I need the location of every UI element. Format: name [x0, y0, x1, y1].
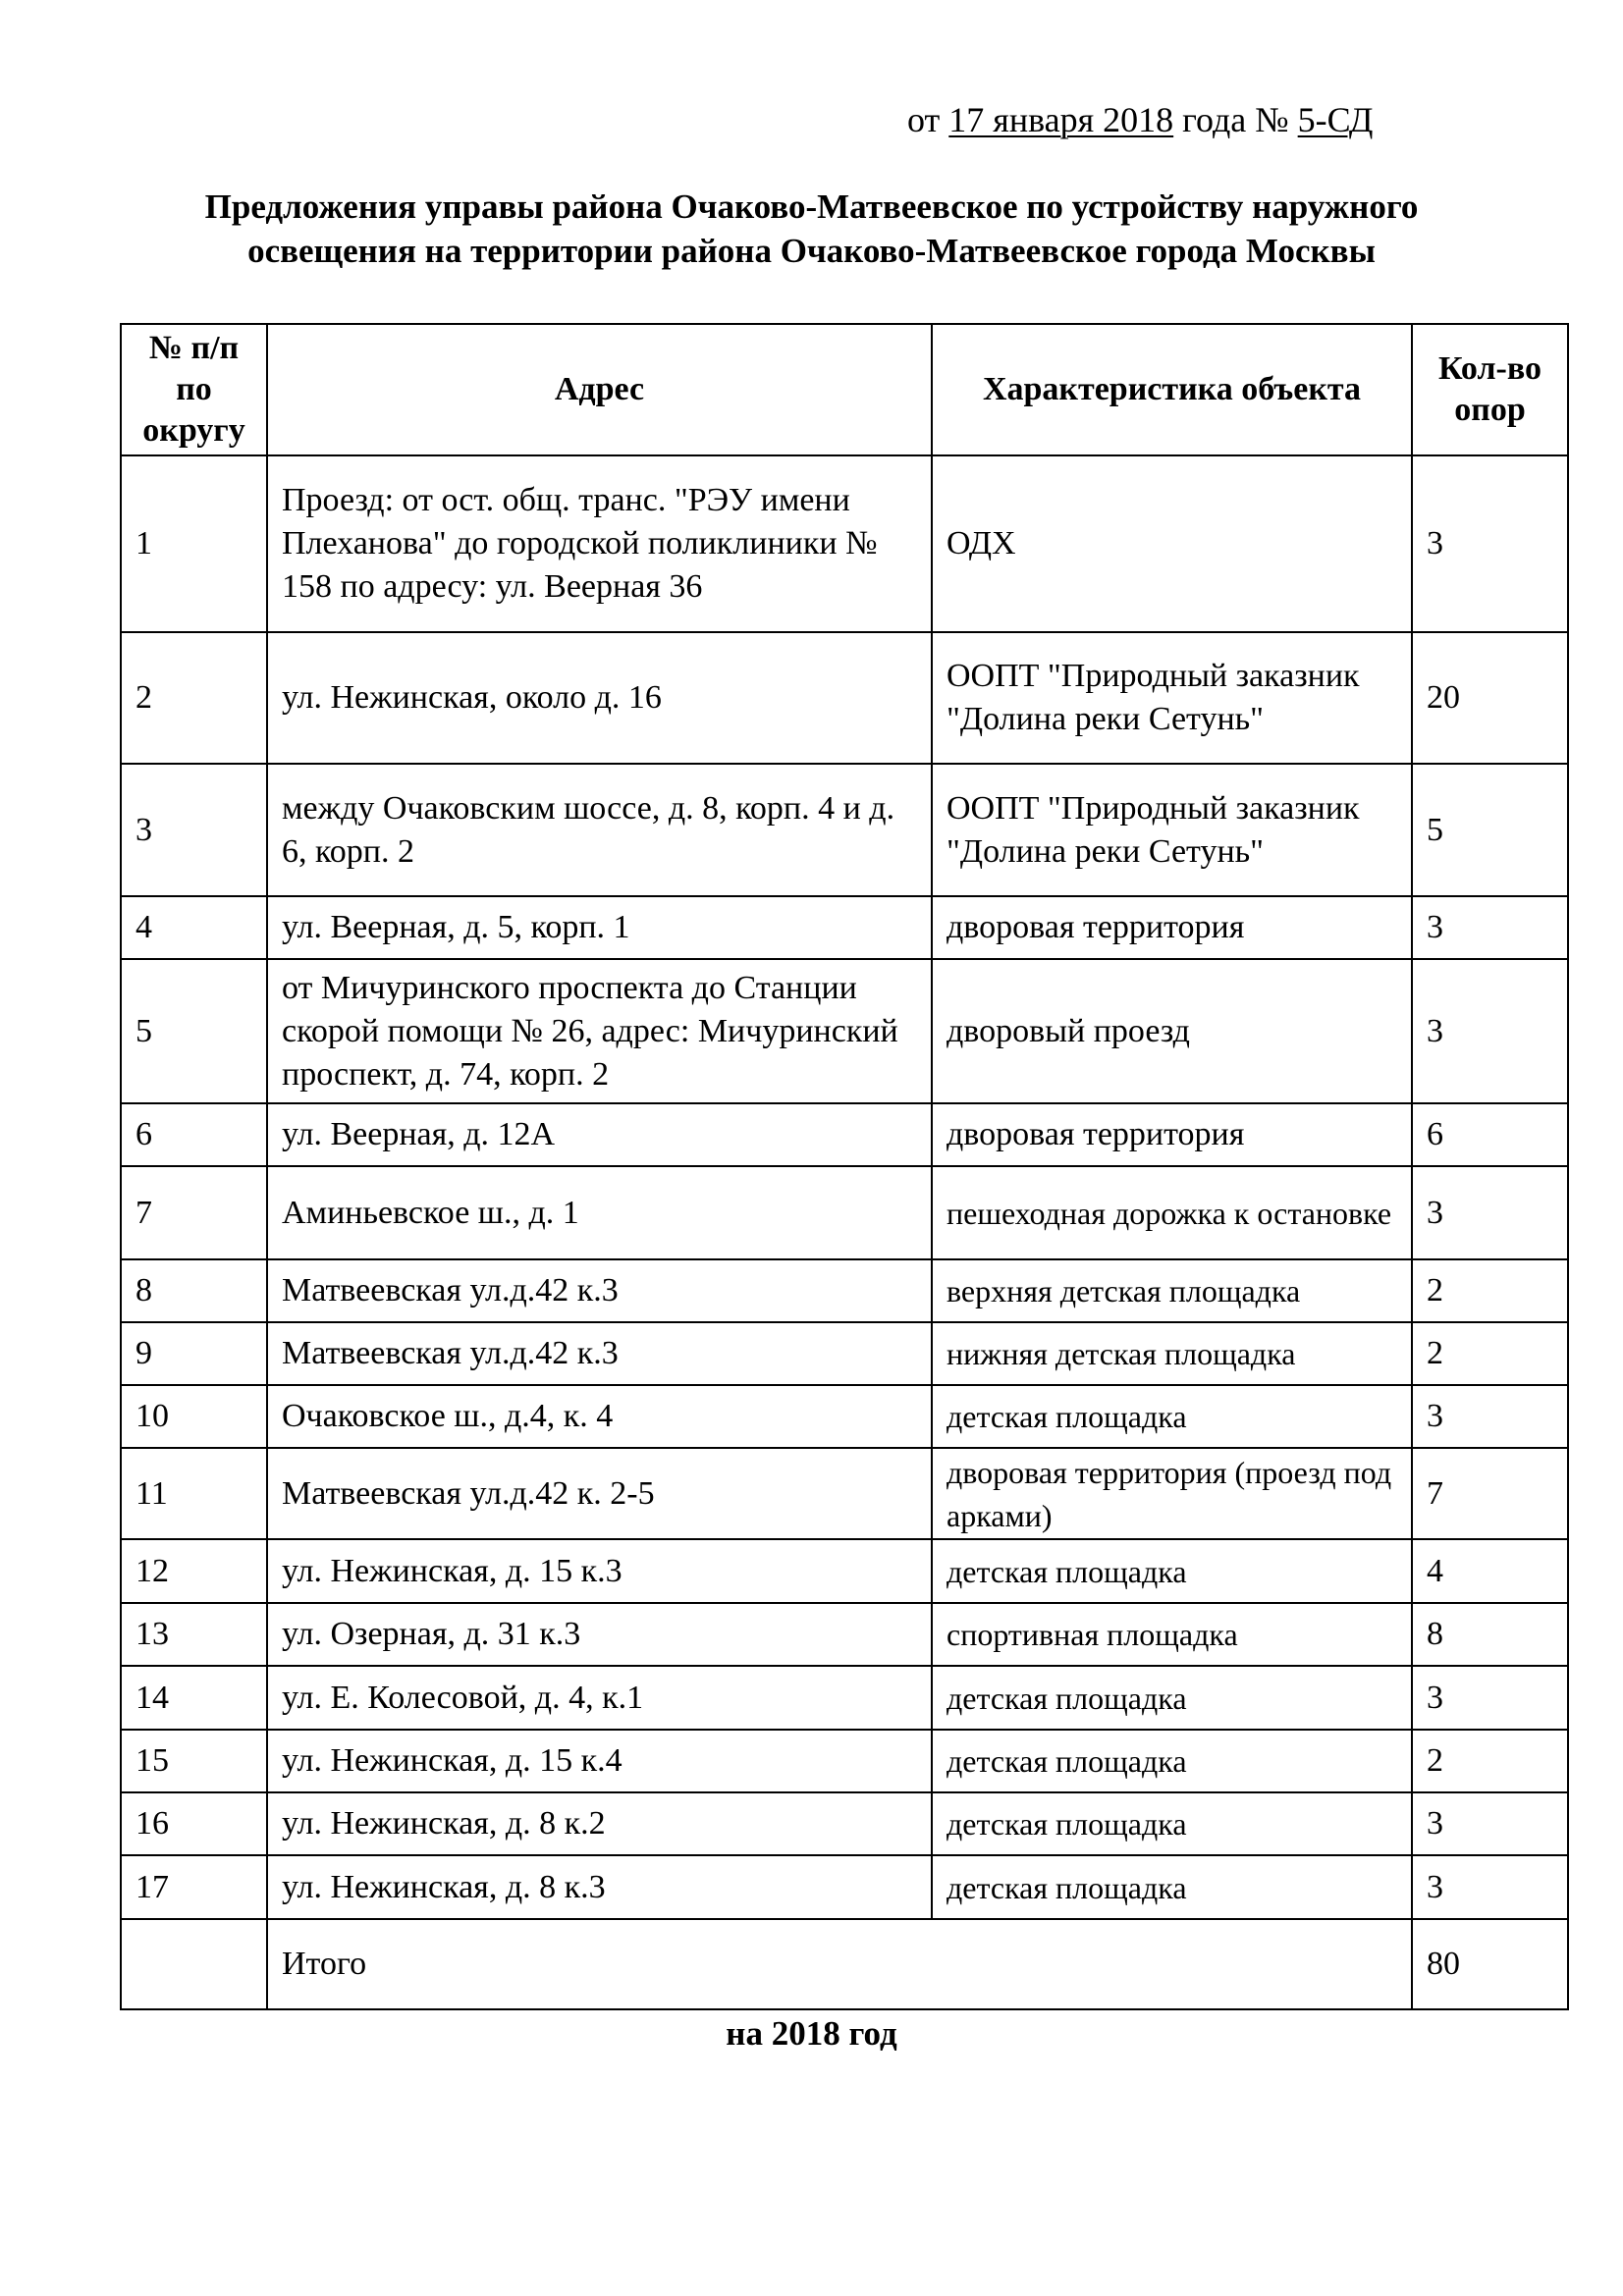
row-characteristic: детская площадка	[932, 1855, 1412, 1919]
row-characteristic: детская площадка	[932, 1792, 1412, 1855]
table-header-row	[121, 324, 1568, 455]
row-quantity: 3	[1412, 1166, 1568, 1259]
row-number: 2	[121, 632, 267, 764]
header-prefix: от	[907, 100, 941, 139]
decision-number: 5-СД	[1297, 100, 1374, 139]
row-number: 8	[121, 1259, 267, 1322]
table-row	[121, 896, 1568, 959]
header-quantity: Кол-во опор	[1412, 324, 1568, 455]
row-quantity: 3	[1412, 455, 1568, 632]
row-number: 13	[121, 1603, 267, 1666]
row-address: ул. Озерная, д. 31 к.3	[267, 1603, 932, 1666]
row-number: 9	[121, 1322, 267, 1385]
row-characteristic: детская площадка	[932, 1730, 1412, 1792]
total-row	[121, 1919, 1568, 2009]
row-address: ул. Нежинская, д. 8 к.3	[267, 1855, 932, 1919]
row-characteristic: ОДХ	[932, 455, 1412, 632]
row-address: Очаковское ш., д.4, к. 4	[267, 1385, 932, 1448]
table-row	[121, 1259, 1568, 1322]
row-number: 1	[121, 455, 267, 632]
row-address: между Очаковским шоссе, д. 8, корп. 4 и д. 6, корп. 2	[267, 764, 932, 896]
row-address: ул. Нежинская, около д. 16	[267, 632, 932, 764]
row-quantity: 2	[1412, 1259, 1568, 1322]
row-characteristic: нижняя детская площадка	[932, 1322, 1412, 1385]
footer-year: на 2018 год	[726, 2014, 897, 2053]
total-value: 80	[1412, 1919, 1568, 2009]
row-address: Матвеевская ул.д.42 к.3	[267, 1259, 932, 1322]
row-address: Проезд: от ост. общ. транс. "РЭУ имени Плеханова" до городской поликлиники № 158 по адресу: ул. Веерная 36	[267, 455, 932, 632]
row-quantity: 4	[1412, 1539, 1568, 1603]
row-quantity: 2	[1412, 1322, 1568, 1385]
row-quantity: 7	[1412, 1448, 1568, 1539]
row-characteristic: дворовая территория	[932, 896, 1412, 959]
lighting-proposals-table	[120, 323, 1569, 2010]
row-address: ул. Нежинская, д. 8 к.2	[267, 1792, 932, 1855]
table-row	[121, 959, 1568, 1103]
total-number-cell	[121, 1919, 267, 2009]
row-address: ул. Веерная, д. 5, корп. 1	[267, 896, 932, 959]
row-characteristic: дворовая территория	[932, 1103, 1412, 1166]
row-address: ул. Е. Колесовой, д. 4, к.1	[267, 1666, 932, 1730]
row-characteristic: ООПТ "Природный заказник "Долина реки Сетунь"	[932, 764, 1412, 896]
row-quantity: 3	[1412, 1792, 1568, 1855]
table-row	[121, 1322, 1568, 1385]
row-address: Аминьевское ш., д. 1	[267, 1166, 932, 1259]
table-row	[121, 1730, 1568, 1792]
table-row	[121, 1792, 1568, 1855]
row-characteristic: детская площадка	[932, 1539, 1412, 1603]
table-row	[121, 1539, 1568, 1603]
row-number: 4	[121, 896, 267, 959]
row-address: ул. Нежинская, д. 15 к.4	[267, 1730, 932, 1792]
table-row	[121, 1103, 1568, 1166]
row-number: 16	[121, 1792, 267, 1855]
title-line-1: Предложения управы района Очаково-Матвеевское по устройству наружного	[204, 187, 1419, 226]
table-row	[121, 1385, 1568, 1448]
row-quantity: 3	[1412, 959, 1568, 1103]
row-address: ул. Нежинская, д. 15 к.3	[267, 1539, 932, 1603]
row-number: 5	[121, 959, 267, 1103]
row-number: 11	[121, 1448, 267, 1539]
row-number: 15	[121, 1730, 267, 1792]
table-row	[121, 632, 1568, 764]
decision-reference	[907, 98, 1373, 141]
row-number: 17	[121, 1855, 267, 1919]
row-number: 3	[121, 764, 267, 896]
row-characteristic: верхняя детская площадка	[932, 1259, 1412, 1322]
row-characteristic: спортивная площадка	[932, 1603, 1412, 1666]
row-quantity: 5	[1412, 764, 1568, 896]
row-number: 10	[121, 1385, 267, 1448]
row-characteristic: ООПТ "Природный заказник "Долина реки Сетунь"	[932, 632, 1412, 764]
row-characteristic: детская площадка	[932, 1666, 1412, 1730]
title-line-2: освещения на территории района Очаково-Матвеевское города Москвы	[247, 232, 1376, 270]
row-number: 14	[121, 1666, 267, 1730]
decision-date: 17 января 2018	[948, 100, 1174, 139]
table-row	[121, 455, 1568, 632]
row-address: Матвеевская ул.д.42 к.3	[267, 1322, 932, 1385]
table-row	[121, 1448, 1568, 1539]
table-row	[121, 1855, 1568, 1919]
row-quantity: 3	[1412, 1855, 1568, 1919]
row-number: 12	[121, 1539, 267, 1603]
row-number: 6	[121, 1103, 267, 1166]
row-characteristic: дворовая территория (проезд под арками)	[932, 1448, 1412, 1539]
row-quantity: 20	[1412, 632, 1568, 764]
header-number: № п/п по округу	[121, 324, 267, 455]
row-address: Матвеевская ул.д.42 к. 2-5	[267, 1448, 932, 1539]
header-characteristic: Характеристика объекта	[932, 324, 1412, 455]
header-address: Адрес	[267, 324, 932, 455]
header-middle: года №	[1182, 100, 1289, 139]
row-characteristic: детская площадка	[932, 1385, 1412, 1448]
row-quantity: 6	[1412, 1103, 1568, 1166]
total-label: Итого	[267, 1919, 1412, 2009]
row-address: ул. Веерная, д. 12А	[267, 1103, 932, 1166]
document-title	[98, 185, 1525, 273]
row-quantity: 3	[1412, 896, 1568, 959]
table-row	[121, 764, 1568, 896]
row-address: от Мичуринского проспекта до Станции скорой помощи № 26, адрес: Мичуринский проспект, д. 74, корп. 2	[267, 959, 932, 1103]
row-number: 7	[121, 1166, 267, 1259]
row-quantity: 3	[1412, 1385, 1568, 1448]
row-characteristic: дворовый проезд	[932, 959, 1412, 1103]
row-quantity: 3	[1412, 1666, 1568, 1730]
row-quantity: 8	[1412, 1603, 1568, 1666]
table-row	[121, 1166, 1568, 1259]
row-characteristic: пешеходная дорожка к остановке	[932, 1166, 1412, 1259]
row-quantity: 2	[1412, 1730, 1568, 1792]
table-row	[121, 1603, 1568, 1666]
table-row	[121, 1666, 1568, 1730]
